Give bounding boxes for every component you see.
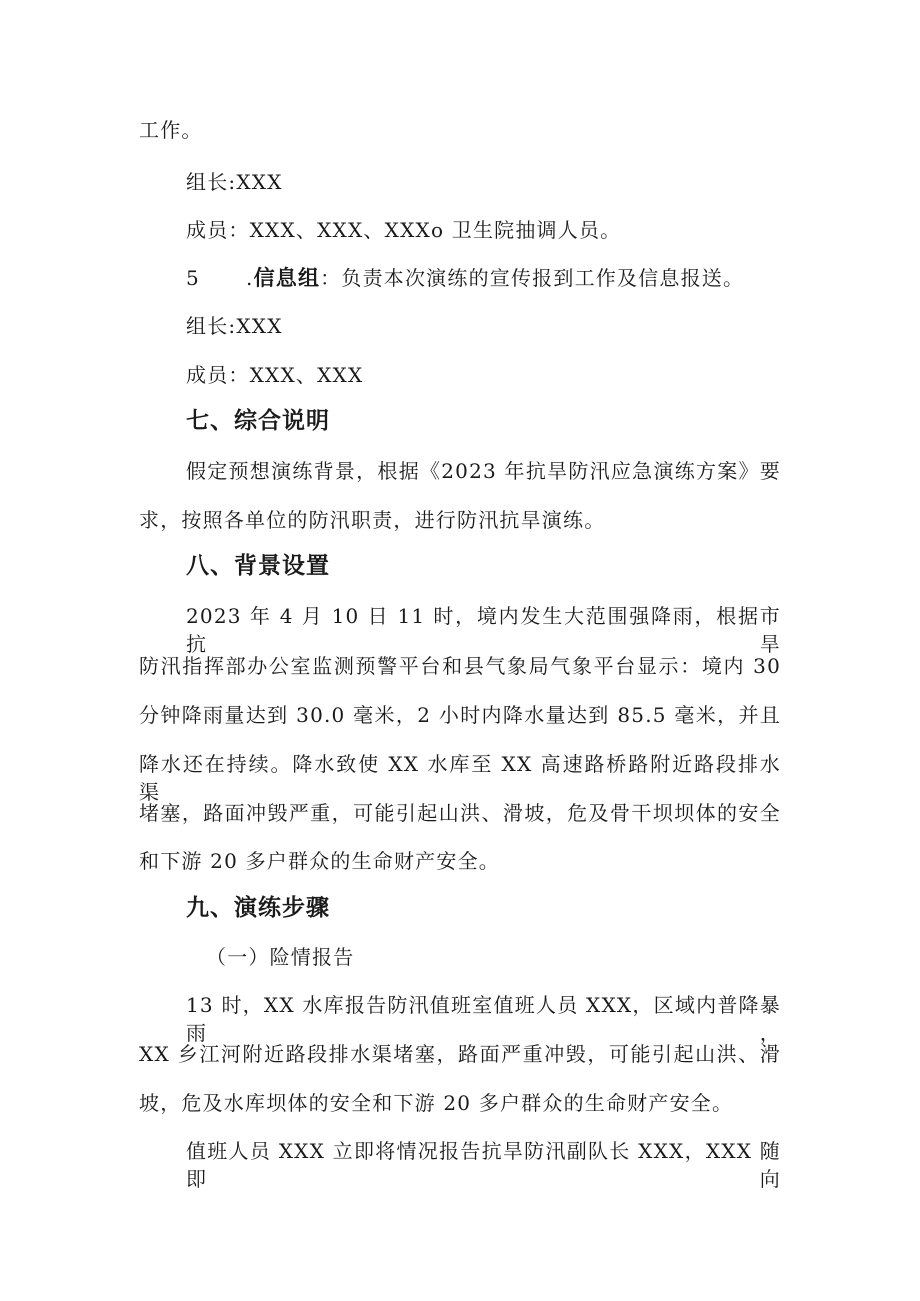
- sec8-paragraph-line: 和下游 20 多户群众的生命财产安全。: [139, 849, 500, 873]
- sec8-paragraph-line: 分钟降雨量达到 30.0 毫米，2 小时内降水量达到 85.5 毫米，并且: [139, 703, 781, 727]
- group5-line: [186, 264, 744, 292]
- sec9-paragraph-line: XX 乡江河附近路段排水渠堵塞，路面严重冲毁，可能引起山洪、滑: [139, 1042, 781, 1066]
- paragraph-continuation: 工作。: [139, 118, 203, 142]
- leader-name: XXX: [236, 314, 283, 338]
- leader-label: 组长:: [186, 314, 237, 338]
- group-leader-line: [186, 312, 283, 340]
- group-description: ：负责本次演练的宣传报到工作及信息报送。: [320, 266, 745, 290]
- group-members-line: 成员：XXX、XXX: [186, 363, 364, 387]
- sec8-paragraph-line: 降水还在持续。降水致使 XX 水库至 XX 高速路桥路附近路段排水渠: [139, 752, 781, 804]
- group-members-line: 成员：XXX、XXX、XXXo 卫生院抽调人员。: [186, 218, 622, 242]
- leader-label: 组长:: [186, 170, 237, 194]
- group-number: 5: [186, 266, 200, 290]
- sec7-paragraph-line: 假定预想演练背景，根据《2023 年抗旱防汛应急演练方案》要: [186, 459, 781, 483]
- sec8-paragraph-line: 2023 年 4 月 10 日 11 时，境内发生大范围强降雨，根据市抗旱: [186, 604, 781, 656]
- group-dot: .: [246, 266, 254, 290]
- section-heading-9: 九、演练步骤: [186, 895, 330, 921]
- sec9-paragraph-line: 坡，危及水库坝体的安全和下游 20 多户群众的生命财产安全。: [139, 1091, 734, 1115]
- subsection-heading: （一）险情报告: [206, 945, 355, 969]
- sec7-paragraph-line: 求，按照各单位的防汛职责，进行防汛抗旱演练。: [139, 508, 606, 532]
- leader-name: XXX: [236, 170, 283, 194]
- group-title: 信息组: [253, 266, 321, 290]
- sec9-paragraph-line: 13 时，XX 水库报告防汛值班室值班人员 XXX，区域内普降暴雨，: [186, 993, 781, 1045]
- sec9-paragraph-line: 值班人员 XXX 立即将情况报告抗旱防汛副队长 XXX，XXX 随即向: [186, 1139, 781, 1191]
- sec8-paragraph-line: 防汛指挥部办公室监测预警平台和县气象局气象平台显示：境内 30: [139, 654, 781, 678]
- sec8-paragraph-line: 堵塞，路面冲毁严重，可能引起山洪、滑坡，危及骨干坝坝体的安全: [139, 801, 781, 825]
- section-heading-7: 七、综合说明: [186, 408, 330, 434]
- group-leader-line: [186, 168, 283, 196]
- section-heading-8: 八、背景设置: [186, 553, 330, 579]
